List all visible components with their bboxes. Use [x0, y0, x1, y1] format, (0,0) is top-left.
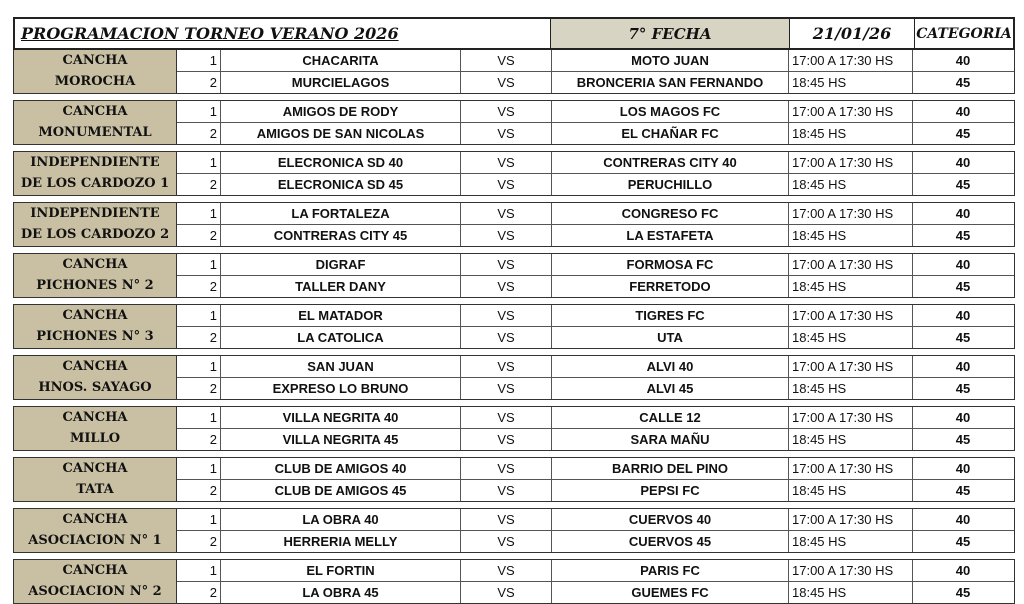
match-number: 1 — [177, 509, 221, 530]
match-rows — [177, 407, 1014, 450]
match-time: 17:00 A 17:30 HS — [789, 407, 913, 428]
match-category: 45 — [955, 126, 971, 141]
home-team: AMIGOS DE SAN NICOLAS — [221, 123, 461, 144]
away-team: GUEMES FC — [551, 582, 789, 603]
venue-name-line: MILLO — [69, 431, 121, 446]
home-team: LA OBRA 40 — [221, 509, 461, 530]
match-row — [177, 254, 1014, 275]
match-number: 1 — [177, 203, 221, 224]
vs-label: VS — [497, 177, 515, 192]
match-category: 45 — [955, 177, 971, 192]
vs-label: VS — [497, 410, 515, 425]
vs-label: VS — [497, 155, 515, 170]
match-rows — [177, 152, 1014, 195]
venue-name-line: INDEPENDIENTE — [30, 206, 160, 221]
vs-label: VS — [497, 483, 515, 498]
match-category: 45 — [955, 534, 971, 549]
home-team: ELECRONICA SD 40 — [221, 152, 461, 173]
match-row — [177, 305, 1014, 326]
venue-name — [14, 203, 177, 246]
match-row — [177, 326, 1014, 348]
venue-name-line: MONUMENTAL — [38, 125, 152, 140]
home-team: LA FORTALEZA — [221, 203, 461, 224]
match-time: 17:00 A 17:30 HS — [789, 254, 913, 275]
match-row — [177, 224, 1014, 246]
match-time: 17:00 A 17:30 HS — [789, 152, 913, 173]
match-row — [177, 203, 1014, 224]
vs-label: VS — [497, 257, 515, 272]
venue-name-line: DE LOS CARDOZO 2 — [20, 227, 170, 242]
match-number: 2 — [177, 174, 221, 195]
venue-block — [13, 100, 1015, 145]
match-category: 40 — [955, 206, 971, 221]
match-number: 2 — [177, 276, 221, 297]
match-time: 18:45 HS — [789, 582, 913, 603]
venue-block — [13, 151, 1015, 196]
match-category: 45 — [955, 381, 971, 396]
match-number: 1 — [177, 560, 221, 581]
venue-name-line: CANCHA — [62, 410, 128, 425]
match-time: 18:45 HS — [789, 480, 913, 501]
match-number: 2 — [177, 429, 221, 450]
away-team: PARIS FC — [551, 560, 789, 581]
away-team: MOTO JUAN — [551, 50, 789, 71]
away-team: LA ESTAFETA — [551, 225, 789, 246]
away-team: CONGRESO FC — [551, 203, 789, 224]
venue-name — [14, 458, 177, 501]
match-row — [177, 101, 1014, 122]
away-team: BRONCERIA SAN FERNANDO — [551, 72, 789, 93]
home-team: DIGRAF — [221, 254, 461, 275]
match-number: 2 — [177, 531, 221, 552]
home-team: LA CATOLICA — [221, 327, 461, 348]
venue-name-line: CANCHA — [62, 257, 128, 272]
away-team: SARA MAÑU — [551, 429, 789, 450]
venue-name-line: PICHONES N° 3 — [36, 329, 154, 344]
away-team: CONTRERAS CITY 40 — [551, 152, 789, 173]
match-category: 45 — [955, 279, 971, 294]
match-row — [177, 173, 1014, 195]
home-team: VILLA NEGRITA 40 — [221, 407, 461, 428]
match-time: 17:00 A 17:30 HS — [789, 560, 913, 581]
match-row — [177, 560, 1014, 581]
venue-block — [13, 202, 1015, 247]
home-team: ELECRONICA SD 45 — [221, 174, 461, 195]
match-time: 17:00 A 17:30 HS — [789, 458, 913, 479]
away-team: CUERVOS 45 — [551, 531, 789, 552]
venue-name-line: CANCHA — [62, 308, 128, 323]
away-team: ALVI 40 — [551, 356, 789, 377]
vs-label: VS — [497, 126, 515, 141]
match-category: 45 — [955, 483, 971, 498]
match-time: 18:45 HS — [789, 225, 913, 246]
home-team: EXPRESO LO BRUNO — [221, 378, 461, 399]
venue-block — [13, 508, 1015, 553]
match-number: 2 — [177, 480, 221, 501]
venue-name-line: CANCHA — [62, 359, 128, 374]
home-team: CONTRERAS CITY 45 — [221, 225, 461, 246]
match-row — [177, 71, 1014, 93]
match-number: 2 — [177, 327, 221, 348]
match-number: 1 — [177, 50, 221, 71]
match-time: 17:00 A 17:30 HS — [789, 509, 913, 530]
match-row — [177, 428, 1014, 450]
match-number: 2 — [177, 378, 221, 399]
match-category: 45 — [955, 330, 971, 345]
home-team: AMIGOS DE RODY — [221, 101, 461, 122]
venue-block — [13, 304, 1015, 349]
match-row — [177, 50, 1014, 71]
match-rows — [177, 560, 1014, 603]
match-time: 18:45 HS — [789, 123, 913, 144]
home-team: MURCIELAGOS — [221, 72, 461, 93]
venue-block — [13, 50, 1015, 94]
match-row — [177, 152, 1014, 173]
home-team: LA OBRA 45 — [221, 582, 461, 603]
venue-block — [13, 559, 1015, 604]
away-team: CUERVOS 40 — [551, 509, 789, 530]
venue-name-line: INDEPENDIENTE — [30, 155, 160, 170]
match-time: 17:00 A 17:30 HS — [789, 203, 913, 224]
away-team: PERUCHILLO — [551, 174, 789, 195]
vs-label: VS — [497, 330, 515, 345]
venue-name-line: CANCHA — [62, 461, 128, 476]
home-team: TALLER DANY — [221, 276, 461, 297]
venue-name — [14, 305, 177, 348]
vs-label: VS — [497, 563, 515, 578]
vs-label: VS — [497, 534, 515, 549]
match-row — [177, 581, 1014, 603]
vs-label: VS — [497, 104, 515, 119]
match-time: 17:00 A 17:30 HS — [789, 101, 913, 122]
venue-name — [14, 356, 177, 399]
match-category: 40 — [955, 410, 971, 425]
round-date: 21/01/26 — [790, 19, 915, 48]
match-rows — [177, 101, 1014, 144]
venue-name — [14, 254, 177, 297]
match-time: 18:45 HS — [789, 378, 913, 399]
match-rows — [177, 203, 1014, 246]
match-row — [177, 377, 1014, 399]
match-time: 18:45 HS — [789, 429, 913, 450]
venue-name-line: CANCHA — [62, 104, 128, 119]
match-category: 45 — [955, 228, 971, 243]
venue-name-line: PICHONES N° 2 — [36, 278, 154, 293]
schedule-sheet — [13, 17, 1015, 604]
match-rows — [177, 305, 1014, 348]
home-team: CLUB DE AMIGOS 45 — [221, 480, 461, 501]
vs-label: VS — [497, 308, 515, 323]
home-team: EL MATADOR — [221, 305, 461, 326]
match-category: 40 — [955, 461, 971, 476]
match-row — [177, 356, 1014, 377]
away-team: EL CHAÑAR FC — [551, 123, 789, 144]
match-number: 1 — [177, 254, 221, 275]
match-rows — [177, 509, 1014, 552]
match-time: 18:45 HS — [789, 72, 913, 93]
match-number: 1 — [177, 101, 221, 122]
venue-name — [14, 50, 177, 93]
match-category: 45 — [955, 432, 971, 447]
match-time: 18:45 HS — [789, 174, 913, 195]
away-team: LOS MAGOS FC — [551, 101, 789, 122]
match-time: 17:00 A 17:30 HS — [789, 305, 913, 326]
venue-name-line: MOROCHA — [54, 74, 136, 89]
match-row — [177, 407, 1014, 428]
away-team: CALLE 12 — [551, 407, 789, 428]
vs-label: VS — [497, 279, 515, 294]
match-rows — [177, 254, 1014, 297]
match-row — [177, 479, 1014, 501]
away-team: FORMOSA FC — [551, 254, 789, 275]
match-time: 17:00 A 17:30 HS — [789, 50, 913, 71]
away-team: PEPSI FC — [551, 480, 789, 501]
venue-blocks — [13, 50, 1015, 604]
match-category: 45 — [955, 75, 971, 90]
venue-name-line: DE LOS CARDOZO 1 — [20, 176, 170, 191]
match-category: 40 — [955, 512, 971, 527]
match-category: 40 — [955, 104, 971, 119]
home-team: CHACARITA — [221, 50, 461, 71]
venue-block — [13, 253, 1015, 298]
match-time: 17:00 A 17:30 HS — [789, 356, 913, 377]
match-number: 1 — [177, 407, 221, 428]
match-category: 45 — [955, 585, 971, 600]
home-team: HERRERIA MELLY — [221, 531, 461, 552]
match-category: 40 — [955, 359, 971, 374]
away-team: ALVI 45 — [551, 378, 789, 399]
venue-name-line: HNOS. SAYAGO — [38, 380, 152, 395]
venue-name — [14, 407, 177, 450]
venue-name-line: CANCHA — [62, 512, 128, 527]
match-rows — [177, 356, 1014, 399]
match-row — [177, 509, 1014, 530]
round-label: 7° FECHA — [551, 19, 790, 48]
home-team: CLUB DE AMIGOS 40 — [221, 458, 461, 479]
venue-name — [14, 560, 177, 603]
match-number: 2 — [177, 123, 221, 144]
vs-label: VS — [497, 461, 515, 476]
match-rows — [177, 50, 1014, 93]
venue-block — [13, 355, 1015, 400]
away-team: BARRIO DEL PINO — [551, 458, 789, 479]
match-row — [177, 122, 1014, 144]
venue-name-line: ASOCIACION N° 2 — [28, 584, 162, 599]
venue-name-line: TATA — [76, 482, 114, 497]
vs-label: VS — [497, 206, 515, 221]
match-row — [177, 530, 1014, 552]
page-title: PROGRAMACION TORNEO VERANO 2026 — [15, 19, 551, 48]
away-team: UTA — [551, 327, 789, 348]
match-category: 40 — [955, 155, 971, 170]
away-team: TIGRES FC — [551, 305, 789, 326]
match-rows — [177, 458, 1014, 501]
match-row — [177, 458, 1014, 479]
match-number: 1 — [177, 152, 221, 173]
match-time: 18:45 HS — [789, 276, 913, 297]
match-time: 18:45 HS — [789, 531, 913, 552]
match-number: 2 — [177, 72, 221, 93]
match-category: 40 — [955, 308, 971, 323]
match-number: 1 — [177, 356, 221, 377]
venue-name — [14, 509, 177, 552]
match-number: 1 — [177, 305, 221, 326]
match-category: 40 — [955, 563, 971, 578]
venue-name-line: CANCHA — [62, 563, 128, 578]
home-team: VILLA NEGRITA 45 — [221, 429, 461, 450]
vs-label: VS — [497, 228, 515, 243]
venue-block — [13, 457, 1015, 502]
vs-label: VS — [497, 432, 515, 447]
vs-label: VS — [497, 53, 515, 68]
home-team: SAN JUAN — [221, 356, 461, 377]
category-header: CATEGORIA — [916, 25, 1012, 42]
match-number: 1 — [177, 458, 221, 479]
home-team: EL FORTIN — [221, 560, 461, 581]
venue-block — [13, 406, 1015, 451]
vs-label: VS — [497, 359, 515, 374]
venue-name — [14, 152, 177, 195]
vs-label: VS — [497, 512, 515, 527]
venue-name-line: ASOCIACION N° 1 — [28, 533, 162, 548]
match-category: 40 — [955, 257, 971, 272]
match-time: 18:45 HS — [789, 327, 913, 348]
schedule-header — [13, 17, 1015, 50]
match-category: 40 — [955, 53, 971, 68]
match-number: 2 — [177, 582, 221, 603]
vs-label: VS — [497, 381, 515, 396]
match-number: 2 — [177, 225, 221, 246]
venue-name-line: CANCHA — [62, 53, 128, 68]
vs-label: VS — [497, 585, 515, 600]
match-row — [177, 275, 1014, 297]
vs-label: VS — [497, 75, 515, 90]
away-team: FERRETODO — [551, 276, 789, 297]
venue-name — [14, 101, 177, 144]
